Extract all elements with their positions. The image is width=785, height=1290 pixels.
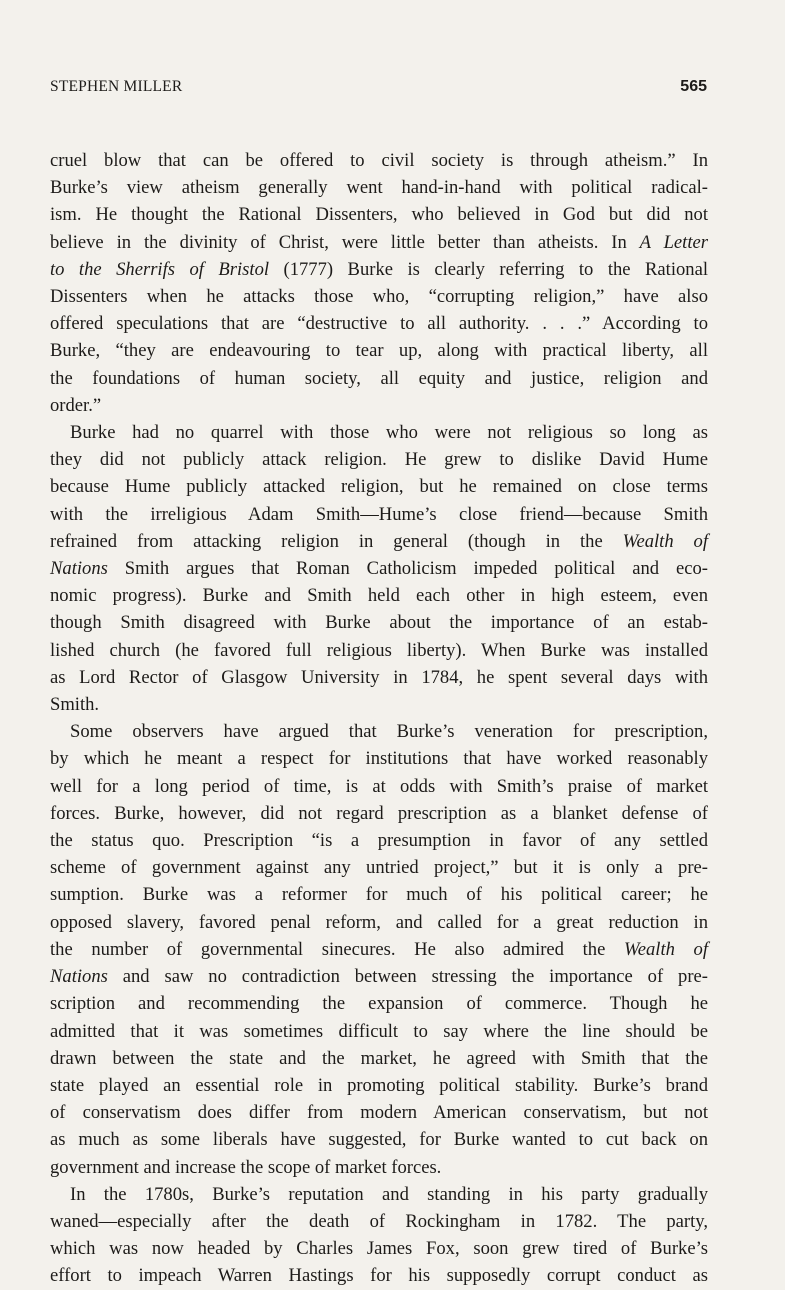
text-line (50, 909, 708, 936)
text-run: Burke, “they are endeavouring to tear up, along with practical liberty, all (50, 340, 708, 362)
text-run: sumption. Burke was a reformer for much of his political career; he (50, 884, 708, 906)
text-run: forces. Burke, however, did not regard prescription as a blanket defense of (50, 802, 708, 824)
text-run: (1777) Burke is clearly referring to the Rational (269, 258, 709, 280)
running-head-author: STEPHEN MILLER (50, 78, 183, 95)
text-run: scheme of government against any untried project,” but it is only a pre- (50, 857, 708, 879)
text-run: lished church (he favored full religious liberty). When Burke was installed (50, 639, 708, 661)
text-run: In the 1780s, Burke’s reputation and standing in his party gradually (70, 1183, 708, 1205)
text-run: order.” (50, 394, 102, 416)
text-run: admitted that it was sometimes difficult to say where the line should be (50, 1020, 708, 1042)
text-line (50, 1018, 708, 1045)
text-line (50, 201, 708, 228)
text-line (50, 446, 708, 473)
text-run: because Hume publicly attacked religion, but he remained on close terms (50, 476, 708, 498)
text-run: the foundations of human society, all equity and justice, religion and (50, 367, 708, 389)
text-line (50, 337, 708, 364)
text-line (50, 229, 708, 256)
text-run: ism. He thought the Rational Dissenters, who believed in God but did not (50, 204, 708, 226)
italic-title: Nations (50, 966, 108, 988)
text-run: offered speculations that are “destructive to all authority. . . .” According to (50, 313, 708, 335)
text-line (50, 473, 708, 500)
text-line (50, 1181, 708, 1208)
text-line (50, 827, 708, 854)
text-line (50, 854, 708, 881)
italic-title: Nations (50, 558, 108, 580)
text-run: nomic progress). Burke and Smith held each other in high esteem, even (50, 585, 708, 607)
text-line (50, 310, 708, 337)
text-line (50, 691, 708, 718)
text-run: waned—especially after the death of Rockingham in 1782. The party, (50, 1210, 708, 1232)
text-run: with the irreligious Adam Smith—Hume’s close friend—because Smith (50, 503, 708, 525)
italic-title: Wealth of (622, 530, 708, 552)
text-line (50, 528, 708, 555)
text-line (50, 745, 708, 772)
text-line (50, 773, 708, 800)
text-run: of conservatism does differ from modern American conservatism, but not (50, 1102, 708, 1124)
text-line (50, 501, 708, 528)
text-run: Smith argues that Roman Catholicism impeded political and eco- (107, 558, 708, 580)
running-head (50, 78, 707, 100)
text-run: government and increase the scope of market forces. (50, 1156, 442, 1178)
text-run: the number of governmental sinecures. He also admired the (50, 938, 624, 960)
text-run: cruel blow that can be offered to civil society is through atheism.” In (50, 150, 708, 171)
text-line (50, 147, 708, 174)
text-line (50, 1154, 708, 1181)
text-run: Smith. (50, 694, 100, 716)
text-run: Burke had no quarrel with those who were not religious so long as (70, 422, 708, 444)
text-line (50, 419, 708, 446)
text-line (50, 283, 708, 310)
text-line (50, 1099, 708, 1126)
text-line (50, 174, 708, 201)
text-line (50, 1045, 708, 1072)
text-run: effort to impeach Warren Hastings for his supposedly corrupt conduct as (50, 1265, 708, 1287)
text-run: they did not publicly attack religion. He grew to dislike David Hume (50, 449, 708, 471)
text-run: which was now headed by Charles James Fox, soon grew tired of Burke’s (50, 1238, 708, 1260)
text-line (50, 555, 708, 582)
text-line (50, 1072, 708, 1099)
paragraph (50, 718, 708, 1180)
text-line (50, 881, 708, 908)
text-line (50, 936, 708, 963)
text-line (50, 256, 708, 283)
text-run: refrained from attacking religion in general (though in the (50, 530, 623, 552)
text-line (50, 718, 708, 745)
text-run: drawn between the state and the market, he agreed with Smith that the (50, 1047, 708, 1069)
text-run: Dissenters when he attacks those who, “corrupting religion,” have also (50, 286, 708, 308)
text-run: state played an essential role in promoting political stability. Burke’s brand (50, 1074, 708, 1096)
paragraph (50, 1181, 708, 1290)
text-line (50, 1262, 708, 1289)
body-text (50, 147, 708, 1290)
text-run: the status quo. Prescription “is a presumption in favor of any settled (50, 830, 708, 852)
italic-title: A Letter (639, 231, 708, 253)
text-line (50, 990, 708, 1017)
text-line (50, 1235, 708, 1262)
text-run: though Smith disagreed with Burke about the importance of an estab- (50, 612, 708, 634)
page-number: 565 (680, 78, 707, 95)
text-run: well for a long period of time, is at odds with Smith’s praise of market (50, 775, 708, 797)
text-run: scription and recommending the expansion of commerce. Though he (50, 993, 708, 1015)
paragraph (50, 147, 708, 419)
text-line (50, 637, 708, 664)
text-run: opposed slavery, favored penal reform, and called for a great reduction in (50, 911, 708, 933)
text-run: Some observers have argued that Burke’s veneration for prescription, (70, 721, 708, 743)
text-run: by which he meant a respect for institutions that have worked reasonably (50, 748, 708, 770)
text-line (50, 800, 708, 827)
italic-title: to the Sherrifs of Bristol (50, 258, 270, 280)
text-run: believe in the divinity of Christ, were little better than atheists. In (50, 231, 640, 253)
text-run: as Lord Rector of Glasgow University in 1784, he spent several days with (50, 666, 708, 688)
text-line (50, 582, 708, 609)
text-line (50, 1126, 708, 1153)
text-run: and saw no contradiction between stressing the importance of pre- (107, 966, 708, 988)
text-line (50, 664, 708, 691)
text-line (50, 609, 708, 636)
text-line (50, 963, 708, 990)
text-run: as much as some liberals have suggested, for Burke wanted to cut back on (50, 1129, 708, 1151)
text-line (50, 365, 708, 392)
italic-title: Wealth of (623, 938, 708, 960)
text-line (50, 1208, 708, 1235)
paragraph (50, 419, 708, 718)
text-line (50, 392, 708, 419)
text-run: Burke’s view atheism generally went hand-in-hand with political radical- (50, 177, 708, 199)
